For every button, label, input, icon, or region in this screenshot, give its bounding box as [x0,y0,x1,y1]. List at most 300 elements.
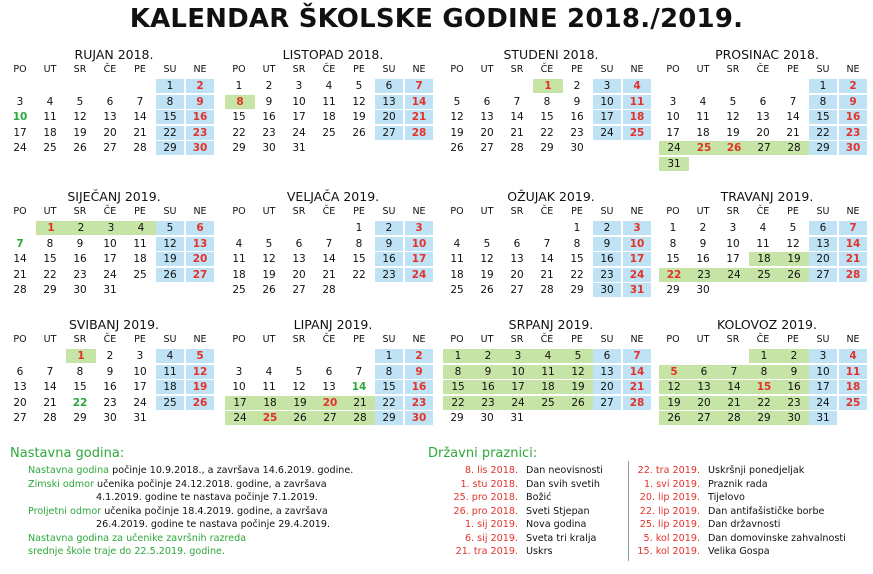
calendar-day: 25 [839,396,867,410]
calendar-day: 11 [232,253,246,265]
calendar-day: 3 [623,221,651,235]
calendar-day: 18 [255,396,285,410]
calendar-day: 22 [540,126,554,139]
month-calendar [6,188,222,296]
calendar-day: 15 [749,380,779,394]
school-year-text: 4.1.2019. godine te nastava počinje 7.1.2019. [96,492,318,503]
calendar-day: 26 [563,396,593,410]
calendar-day: 7 [789,95,797,108]
holiday-date: 25. lip 2019. [639,519,700,530]
calendar-day: 20 [510,268,524,281]
calendar-day: 7 [405,79,433,93]
school-year-line [96,519,330,530]
holiday-row [448,479,600,490]
calendar-day: 4 [325,80,333,92]
calendar-day: 23 [186,126,214,140]
weekday-header: PE [134,334,146,345]
calendar-day: 16 [779,380,809,394]
calendar-day: 20 [756,126,770,139]
calendar-day: 19 [450,126,464,139]
calendar-day: 1 [669,222,677,234]
calendar-day: 29 [375,411,403,425]
calendar-day: 31 [659,157,689,171]
weekday-header: NE [412,206,426,217]
weekday-header: PE [571,64,583,75]
calendar-day: 30 [839,141,867,155]
calendar-day: 17 [666,126,680,139]
calendar-day: 10 [133,365,147,378]
calendar-day: 30 [593,283,621,297]
weekday-header: PO [13,334,27,345]
calendar-day: 15 [666,253,680,265]
calendar-day: 21 [133,126,147,139]
weekday-header: PO [232,206,246,217]
calendar-day: 20 [186,252,214,266]
weekday-header: PO [450,64,464,75]
calendar-day: 19 [726,126,740,139]
calendar-day: 28 [623,396,651,410]
calendar-day: 19 [285,396,315,410]
calendar-day: 11 [839,365,867,379]
month-name: VELJAČA 2019. [286,189,380,204]
calendar-day: 26 [450,142,464,154]
calendar-day: 23 [839,126,867,140]
calendar-day: 27 [749,141,779,155]
weekday-header: UT [696,206,710,217]
calendar-day: 1 [809,79,837,93]
calendar-day: 30 [779,411,809,425]
calendar-day: 14 [322,253,336,265]
calendar-day: 5 [659,365,689,379]
month-name: PROSINAC 2018. [715,47,819,62]
calendar-day: 22 [375,396,403,410]
weekday-header: UT [262,334,276,345]
weekday-header: SU [816,64,830,75]
calendar-day: 7 [719,365,749,379]
calendar-day: 11 [623,95,651,109]
calendar-day: 19 [352,111,366,123]
calendar-day: 13 [593,365,621,379]
calendar-day: 28 [779,141,809,155]
calendar-day: 27 [593,396,621,410]
holiday-name: Sveta tri kralja [526,532,597,544]
weekday-header: PO [666,334,680,345]
calendar-day: 5 [483,237,491,250]
calendar-day: 10 [232,381,246,393]
calendar-day: 16 [473,380,503,394]
holiday-date: 8. lis 2018. [464,465,518,476]
calendar-day: 6 [186,221,214,235]
calendar-day: 28 [345,411,375,425]
calendar-day: 7 [16,237,24,250]
weekday-header: UT [43,64,57,75]
calendar-day: 31 [292,142,306,154]
calendar-day: 26 [285,411,315,425]
weekday-header: ČE [540,64,554,75]
calendar-day: 13 [689,380,719,394]
calendar-day: 20 [13,396,27,409]
calendar-day: 24 [292,126,306,139]
calendar-day: 14 [43,381,57,393]
weekday-header: SU [600,334,614,345]
school-year-text: 26.4.2019. godine te nastava počinje 29.4.2019. [96,519,331,530]
calendar-day: 4 [235,237,243,250]
calendar-day: 26 [719,141,749,155]
calendar-day: 3 [669,95,677,108]
calendar-day: 25 [255,411,285,425]
calendar-day: 8 [749,365,779,379]
weekday-header: SR [510,334,524,345]
school-year-line [28,479,327,490]
holiday-date: 6. sij 2019. [464,532,518,544]
calendar-day: 1 [443,349,473,363]
holiday-row [630,519,780,530]
calendar-day: 19 [659,396,689,410]
weekday-header: ČE [756,64,770,75]
calendar-day: 23 [593,268,621,282]
school-year-line [28,465,353,476]
calendar-day: 8 [225,95,255,109]
weekday-header: PE [134,64,146,75]
month-name: LIPANJ 2019. [293,317,373,332]
calendar-day: 26 [186,396,214,410]
calendar-day: 24 [593,126,621,140]
calendar-day: 12 [352,95,366,108]
calendar-day: 18 [839,380,867,394]
holiday-date: 22. tra 2019. [637,465,700,476]
holiday-row [448,465,603,476]
calendar-day: 2 [593,221,621,235]
holiday-row [630,465,804,476]
weekday-header: NE [846,206,860,217]
calendar-day: 21 [43,396,57,409]
calendar-day: 24 [623,268,651,282]
calendar-day: 16 [73,253,87,265]
calendar-day: 27 [809,268,837,282]
calendar-day: 1 [749,349,779,363]
calendar-day: 27 [13,412,27,424]
calendar-day: 1 [355,222,363,234]
calendar-day: 17 [593,110,621,124]
calendar-day: 31 [103,284,117,296]
calendar-day: 12 [186,365,214,379]
calendar-day: 5 [156,221,184,235]
calendar-day: 16 [696,253,710,265]
weekday-header: SU [600,64,614,75]
calendar-day: 24 [659,141,689,155]
calendar-day: 17 [292,111,306,123]
calendar-day: 21 [345,396,375,410]
calendar-day: 23 [570,126,584,139]
month-name: SVIBANJ 2019. [68,317,160,332]
calendar-day: 28 [839,268,867,282]
calendar-day: 23 [73,268,87,281]
calendar-day: 2 [473,349,503,363]
calendar-day: 17 [623,252,651,266]
calendar-day: 21 [13,268,27,281]
weekday-header: ČE [756,334,770,345]
calendar-day: 11 [133,237,147,250]
weekday-header: UT [480,64,494,75]
calendar-day: 20 [292,268,306,281]
calendar-day: 22 [43,268,57,281]
calendar-day: 29 [43,284,57,296]
calendar-day: 30 [480,412,494,424]
weekday-header: SR [510,206,524,217]
calendar-day: 10 [666,111,680,123]
calendar-day: 8 [443,365,473,379]
calendar-day: 18 [450,268,464,281]
holidays-divider [628,461,629,561]
calendar-day: 24 [809,396,837,410]
holiday-date: 1. stu 2018. [460,478,518,490]
calendar-day: 28 [719,411,749,425]
holidays-heading: Državni praznici: [428,446,538,461]
calendar-day: 2 [375,221,403,235]
weekday-header: SU [163,334,177,345]
calendar-day: 7 [543,237,551,250]
calendar-day: 8 [543,95,551,108]
weekday-header: UT [480,206,494,217]
calendar-day: 22 [443,396,473,410]
weekday-header: ČE [322,206,336,217]
holiday-row [630,533,846,544]
calendar-day: 9 [375,237,403,251]
calendar-day: 5 [295,365,303,378]
weekday-header: SU [382,206,396,217]
calendar-day: 6 [106,95,114,108]
calendar-day: 14 [351,381,367,393]
holiday-row [448,533,596,544]
month-calendar [225,46,441,154]
calendar-day: 14 [719,380,749,394]
calendar-day: 7 [325,237,333,250]
weekday-header: PE [571,206,583,217]
calendar-day: 6 [295,237,303,250]
calendar-day: 4 [699,95,707,108]
calendar-day: 17 [726,253,740,265]
month-calendar [659,46,873,170]
calendar-day: 28 [510,142,524,154]
calendar-day: 13 [13,381,27,393]
holiday-name: Sveti Stjepan [526,505,590,517]
school-year-line [28,546,225,557]
calendar-day: 19 [186,380,214,394]
calendar-day: 13 [510,253,524,265]
calendar-day: 13 [322,381,336,393]
weekday-header: NE [412,64,426,75]
calendar-day: 5 [563,349,593,363]
weekday-header: NE [630,206,644,217]
calendar-day: 11 [756,237,770,250]
weekday-header: SR [726,334,740,345]
holiday-name: Dan neovisnosti [526,465,603,476]
calendar-day: 27 [510,284,524,296]
weekday-header: UT [262,64,276,75]
calendar-day: 2 [66,221,96,235]
calendar-day: 9 [699,237,707,250]
calendar-day: 19 [73,126,87,139]
calendar-day: 14 [133,111,147,123]
month-name: SRPANJ 2019. [508,317,594,332]
weekday-header: NE [193,334,207,345]
calendar-day: 27 [689,411,719,425]
calendar-day: 1 [573,222,581,234]
calendar-day: 10 [809,365,837,379]
weekday-header: ČE [103,64,117,75]
calendar-day: 13 [756,111,770,123]
calendar-day: 4 [126,221,156,235]
calendar-day: 25 [156,396,184,410]
weekday-header: NE [846,64,860,75]
holiday-name: Dan državnosti [708,519,781,530]
calendar-day: 15 [443,380,473,394]
weekday-header: PO [666,206,680,217]
weekday-header: PE [571,334,583,345]
calendar-day: 2 [699,222,707,234]
holiday-date: 1. sij 2019. [464,519,518,530]
calendar-day: 17 [503,380,533,394]
calendar-day: 24 [719,268,749,282]
calendar-day: 7 [513,95,521,108]
calendar-day: 25 [623,126,651,140]
calendar-day: 9 [405,365,433,379]
calendar-day: 3 [405,221,433,235]
calendar-day: 10 [726,237,740,250]
school-year-term: Zimski odmor [28,478,94,490]
calendar-day: 22 [659,268,689,282]
calendar-day: 10 [12,111,28,123]
calendar-day: 18 [533,380,563,394]
calendar-day: 2 [265,80,273,92]
calendar-day: 22 [72,396,88,409]
calendar-day: 27 [292,284,306,296]
calendar-day: 8 [669,237,677,250]
holiday-date: 25. pro 2018. [453,492,518,503]
calendar-day: 21 [322,268,336,281]
weekday-header: NE [846,334,860,345]
calendar-day: 3 [729,222,737,234]
holiday-row [630,479,768,490]
weekday-header: ČE [103,334,117,345]
calendar-day: 26 [779,268,809,282]
calendar-day: 22 [809,126,837,140]
calendar-day: 29 [570,284,584,296]
calendar-day: 23 [375,268,403,282]
calendar-day: 28 [43,412,57,424]
weekday-header: PO [232,64,246,75]
month-calendar [6,316,222,424]
calendar-day: 26 [352,126,366,139]
school-year-line [28,506,328,517]
holiday-name: Dan domovinske zahvalnosti [708,532,846,544]
calendar-day: 24 [103,268,117,281]
holiday-row [630,492,745,503]
calendar-day: 29 [809,141,837,155]
calendar-day: 30 [570,142,584,154]
calendar-day: 9 [839,95,867,109]
weekday-header: NE [630,334,644,345]
holiday-name: Dan svih svetih [526,478,600,490]
holiday-date: 1. svi 2019. [643,478,700,490]
calendar-day: 17 [103,253,117,265]
school-year-text: počinje 10.9.2018., a završava 14.6.2019. godine. [109,465,354,476]
weekday-header: UT [696,64,710,75]
calendar-day: 14 [839,237,867,251]
calendar-day: 11 [262,381,276,393]
calendar-day: 1 [533,79,563,93]
calendar-day: 22 [232,126,246,139]
calendar-day: 11 [533,365,563,379]
calendar-day: 9 [265,95,273,108]
calendar-day: 11 [156,365,184,379]
calendar-day: 6 [759,95,767,108]
weekday-header: SR [292,334,306,345]
calendar-day: 6 [325,365,333,378]
calendar-day: 23 [473,396,503,410]
holiday-row [448,506,590,517]
calendar-day: 7 [355,365,363,378]
calendar-day: 29 [73,412,87,424]
calendar-day: 4 [46,95,54,108]
weekday-header: ČE [540,206,554,217]
school-year-heading: Nastavna godina: [10,446,125,461]
calendar-day: 27 [315,411,345,425]
month-calendar [443,188,659,296]
calendar-day: 12 [786,237,800,250]
calendar-day: 2 [779,349,809,363]
calendar-day: 4 [839,349,867,363]
school-year-term: Nastavna godina za učenike završnih razreda [28,532,247,544]
holiday-date: 21. tra 2019. [455,546,518,557]
calendar-day: 26 [73,142,87,154]
calendar-day: 17 [809,380,837,394]
calendar-day: 29 [450,412,464,424]
calendar-day: 5 [789,222,797,234]
calendar-day: 12 [480,253,494,265]
calendar-day: 21 [839,252,867,266]
calendar-day: 12 [262,253,276,265]
weekday-header: SU [600,206,614,217]
calendar-day: 2 [573,80,581,92]
calendar-day: 27 [186,268,214,282]
calendar-day: 22 [570,268,584,281]
calendar-day: 3 [96,221,126,235]
calendar-day: 15 [156,110,184,124]
calendar-day: 15 [809,110,837,124]
calendar-day: 20 [689,396,719,410]
weekday-header: SR [510,64,524,75]
weekday-header: UT [43,334,57,345]
calendar-day: 28 [322,284,336,296]
calendar-day: 9 [473,365,503,379]
calendar-day: 26 [480,284,494,296]
calendar-day: 25 [533,396,563,410]
weekday-header: PE [134,206,146,217]
calendar-day: 16 [103,381,117,393]
calendar-day: 7 [839,221,867,235]
calendar-day: 30 [696,284,710,296]
calendar-day: 5 [355,80,363,92]
weekday-header: SU [382,64,396,75]
calendar-day: 16 [375,252,403,266]
calendar-day: 9 [573,95,581,108]
calendar-day: 9 [76,237,84,250]
calendar-day: 29 [156,141,184,155]
calendar-day: 5 [729,95,737,108]
weekday-header: SR [292,206,306,217]
calendar-day: 18 [133,253,147,265]
